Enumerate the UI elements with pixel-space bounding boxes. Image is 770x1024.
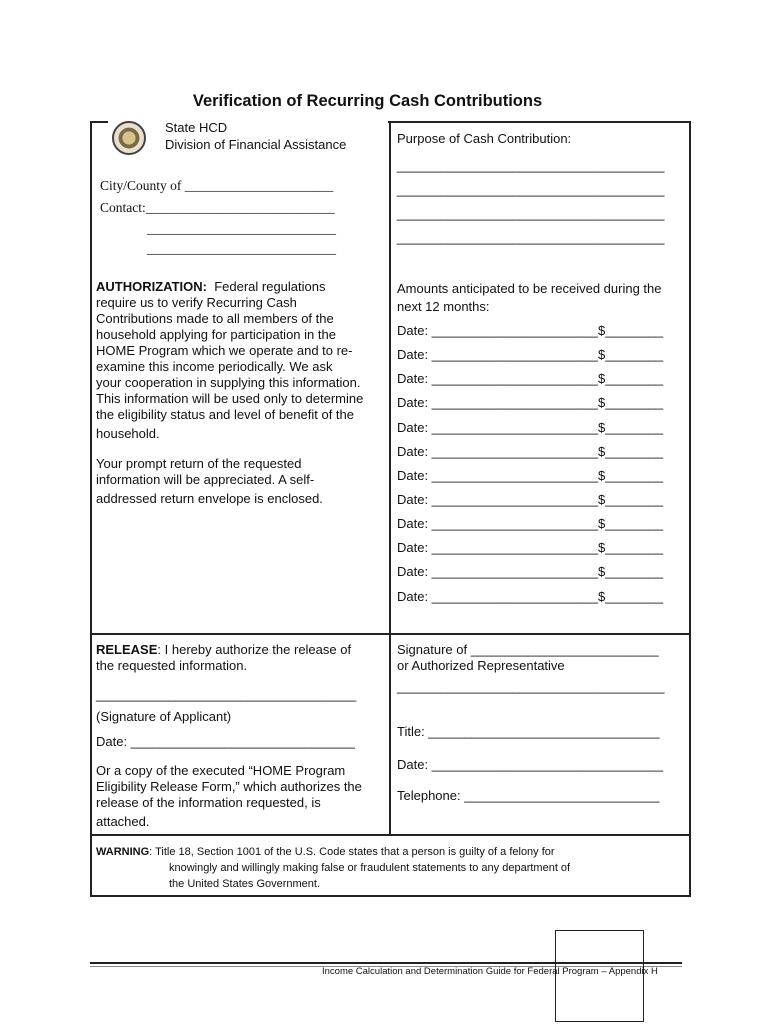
release-text: RELEASE: I hereby authorize the release of: [96, 642, 352, 657]
release-line-2: the requested information.: [96, 658, 248, 673]
frame-bottom: [90, 895, 691, 897]
state-seal-icon: [112, 121, 146, 155]
frame-top-right: [388, 121, 691, 123]
copy-line: attached.: [96, 814, 150, 829]
purpose-line[interactable]: _____________________________________: [397, 158, 665, 173]
date-amount-row[interactable]: Date: _______________________$________: [397, 589, 664, 604]
page-title: Verification of Recurring Cash Contributions: [192, 92, 543, 110]
date-amount-row[interactable]: Date: _______________________$________: [397, 347, 664, 362]
date-amount-row[interactable]: Date: _______________________$________: [397, 564, 664, 579]
copy-line: release of the information requested, is: [96, 795, 321, 810]
auth-line: the eligibility status and level of benefit of the: [96, 407, 354, 422]
warning-line-3: the United States Government.: [169, 878, 321, 890]
date-amount-row[interactable]: Date: _______________________$________: [397, 420, 664, 435]
amounts-heading: Amounts anticipated to be received during the: [397, 281, 662, 296]
authorized-rep-label: or Authorized Representative: [397, 658, 565, 673]
date-amount-row[interactable]: Date: _______________________$________: [397, 516, 664, 531]
title-field[interactable]: Title: ________________________________: [397, 724, 660, 739]
auth-line: household.: [96, 426, 160, 441]
return-block: [96, 456, 386, 507]
purpose-line[interactable]: _____________________________________: [397, 182, 665, 197]
return-line: Your prompt return of the requested: [96, 456, 302, 471]
applicant-signature-field[interactable]: ____________________________________: [96, 687, 357, 702]
date-amount-row[interactable]: Date: _______________________$________: [397, 444, 664, 459]
purpose-label: Purpose of Cash Contribution:: [397, 131, 572, 146]
contact-line-3[interactable]: ____________________________: [147, 241, 336, 256]
signature-blank-line[interactable]: _____________________________________: [397, 679, 665, 694]
telephone-field[interactable]: Telephone: ___________________________: [397, 788, 660, 803]
return-line: addressed return envelope is enclosed.: [96, 491, 323, 506]
signature-field[interactable]: Signature of __________________________: [397, 642, 659, 657]
footer-text: Income Calculation and Determination Guide for Federal Program – Appendix H: [322, 966, 658, 977]
contact-field[interactable]: Contact:____________________________: [100, 200, 335, 215]
release-heading: RELEASE: [96, 642, 158, 657]
signature-date-field[interactable]: Date: ________________________________: [397, 757, 664, 772]
agency-name: State HCD: [165, 120, 228, 135]
authorization-block: [96, 279, 386, 442]
auth-line: HOME Program which we operate and to re-: [96, 343, 353, 358]
warning-divider: [90, 834, 691, 836]
return-line: information will be appreciated. A self-: [96, 472, 315, 487]
auth-line: examine this income periodically. We ask: [96, 359, 333, 374]
purpose-line[interactable]: _____________________________________: [397, 230, 665, 245]
date-amount-row[interactable]: Date: _______________________$________: [397, 468, 664, 483]
city-county-field[interactable]: City/County of ______________________: [100, 178, 334, 193]
copy-line: Eligibility Release Form,” which authorizes the: [96, 779, 362, 794]
date-amount-row[interactable]: Date: _______________________$________: [397, 540, 664, 555]
purpose-line[interactable]: _____________________________________: [397, 206, 665, 221]
frame-right: [689, 121, 691, 896]
auth-line: Federal regulations: [214, 279, 326, 294]
amounts-heading-2: next 12 months:: [397, 299, 490, 314]
date-amount-row[interactable]: Date: _______________________$________: [397, 371, 664, 386]
authorization-heading: AUTHORIZATION:: [96, 279, 207, 294]
agency-division: Division of Financial Assistance: [165, 137, 347, 152]
date-amount-row[interactable]: Date: _______________________$________: [397, 395, 664, 410]
applicant-signature-label: (Signature of Applicant): [96, 709, 232, 724]
auth-line: your cooperation in supplying this information.: [96, 375, 361, 390]
warning-label: WARNING: [96, 846, 150, 858]
date-amount-row[interactable]: Date: _______________________$________: [397, 323, 664, 338]
auth-line: Contributions made to all members of the: [96, 311, 334, 326]
center-divider: [389, 121, 391, 835]
mid-divider: [90, 633, 691, 635]
copy-line: Or a copy of the executed “HOME Program: [96, 763, 346, 778]
warning-line-2: knowingly and willingly making false or fraudulent statements to any department of: [169, 862, 571, 874]
frame-top-left: [90, 121, 108, 123]
auth-line: household applying for participation in the: [96, 327, 336, 342]
auth-line: require us to verify Recurring Cash: [96, 295, 297, 310]
auth-line: This information will be used only to determine: [96, 391, 364, 406]
contact-line-2[interactable]: ____________________________: [147, 221, 336, 236]
release-date-field[interactable]: Date: _______________________________: [96, 734, 355, 749]
warning-line-1: WARNING: Title 18, Section 1001 of the U.S. Code states that a person is guilty of a felony for: [96, 846, 555, 858]
date-amount-row[interactable]: Date: _______________________$________: [397, 492, 664, 507]
copy-block: [96, 763, 386, 830]
frame-left: [90, 121, 92, 896]
